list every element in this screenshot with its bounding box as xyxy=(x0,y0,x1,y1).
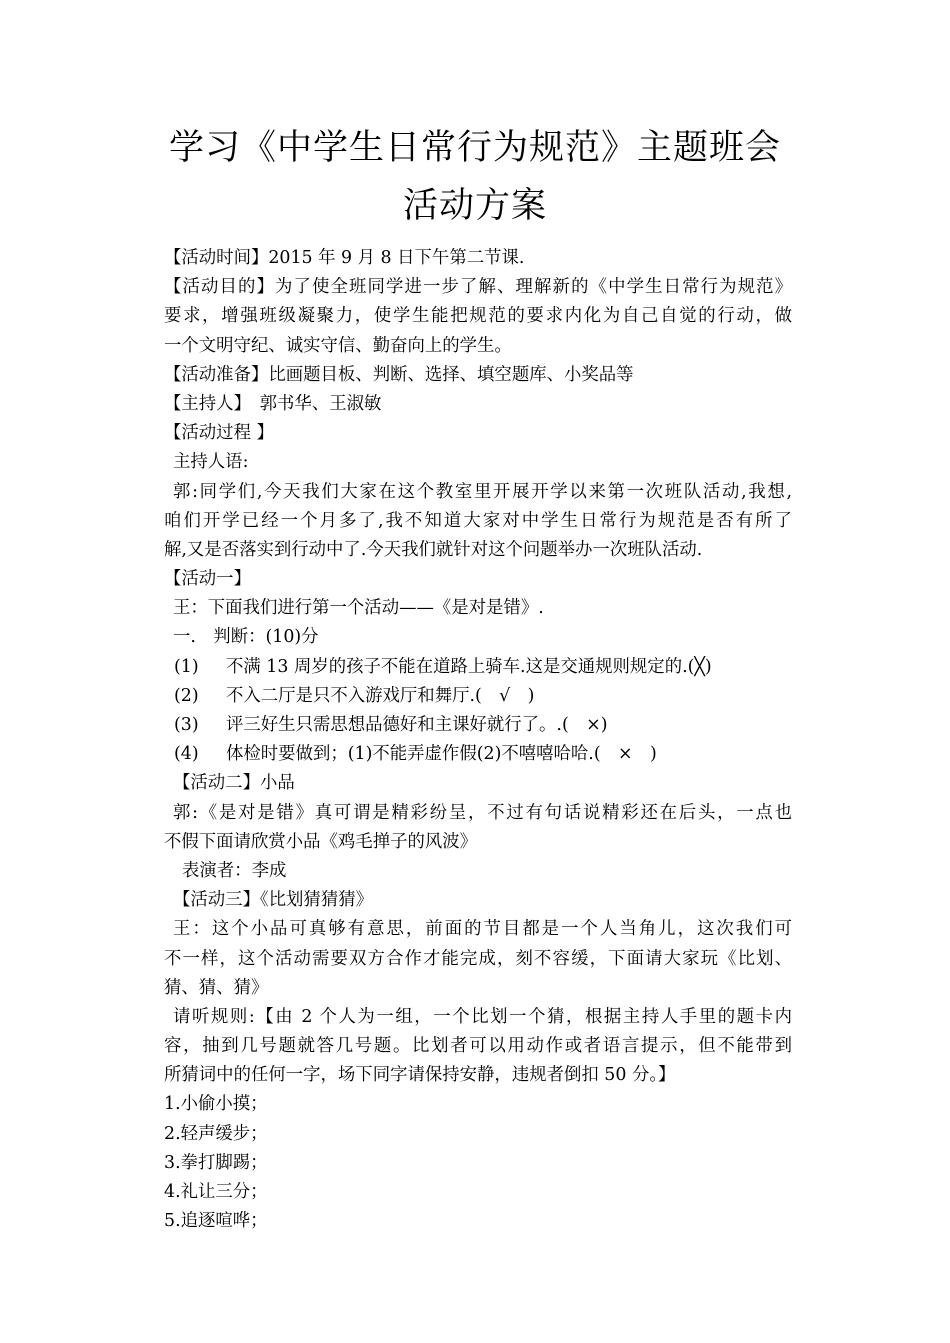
activity-three-heading: 【活动三】《比划猜猜猜》 xyxy=(173,890,373,911)
guo-speech-line: 郭:《是对是错》真可谓是精彩纷呈，不过有句话说精彩还在后头，一点也 xyxy=(173,802,792,823)
guess-word-item: 1.小偷小摸； xyxy=(164,1094,268,1115)
activity-purpose-line: 一个文明守纪、诚实守信、勤奋向上的学生。 xyxy=(164,335,512,356)
guess-word-item: 4.礼让三分； xyxy=(164,1182,268,1202)
host-words-label: 主持人语: xyxy=(173,452,249,473)
activity-preparation: 【活动准备】比画题目板、判断、选择、填空题库、小奖品等 xyxy=(164,364,634,385)
guo-speech-line: 不假下面请欣赏小品《鸡毛掸子的风波》 xyxy=(164,831,478,852)
judge-item xyxy=(164,653,792,682)
document-title: 学习《中学生日常行为规范》主题班会 xyxy=(168,128,781,168)
judge-section-heading: 一. 判断：(10)分 xyxy=(173,627,319,648)
document-body xyxy=(164,244,792,1236)
activity-purpose-line: 要求，增强班级凝聚力，使学生能把规范的要求内化为自己自觉的行动，做 xyxy=(164,306,792,327)
judge-item-number: (4) xyxy=(174,744,199,765)
activity-process-heading: 【活动过程 】 xyxy=(164,423,274,444)
guo-speech-line: 郭:同学们,今天我们大家在这个教室里开展开学以来第一次班队活动,我想, xyxy=(173,481,792,502)
activity-time: 【活动时间】2015 年 9 月 8 日下午第二节课. xyxy=(164,248,525,268)
guess-word-item: 3.拳打脚踢； xyxy=(164,1152,268,1173)
wang-speech-line: 王：下面我们进行第一个活动——《是对是错》. xyxy=(173,598,544,619)
wang-speech-line: 不一样，这个活动需要双方合作才能完成，刻不容缓，下面请大家玩《比划、 xyxy=(164,948,792,969)
judge-item xyxy=(164,740,792,769)
judge-item-number: (3) xyxy=(174,715,199,735)
judge-item-text: 不满 13 周岁的孩子不能在道路上骑车.这是交通规则规定的.(╳) xyxy=(226,656,712,677)
rules-line: 容，抽到几号题就答几号题。比划者可以用动作或者语言提示，但不能带到 xyxy=(164,1036,792,1057)
document-subtitle: 活动方案 xyxy=(402,186,547,226)
rules-line: 请听规则:【由 2 个人为一组，一个比划一个猜，根据主持人手里的题卡内 xyxy=(173,1006,792,1027)
judge-item-text: 不入二厅是只不入游戏厅和舞厅.( √ ) xyxy=(226,685,535,706)
guess-word-item: 2.轻声缓步； xyxy=(164,1123,268,1144)
judge-item-number: (1) xyxy=(174,656,199,677)
judge-item-number: (2) xyxy=(174,685,199,706)
judge-item-text: 评三好生只需思想品德好和主课好就行了。.( ×) xyxy=(226,715,608,735)
judge-item xyxy=(164,711,792,740)
activity-one-heading: 【活动一】 xyxy=(164,569,251,590)
guo-speech-line: 咱们开学已经一个月多了,我不知道大家对中学生日常行为规范是否有所了 xyxy=(164,510,792,531)
activity-hosts: 【主持人】 郭书华、王淑敏 xyxy=(164,393,382,414)
rules-line: 所猜词中的任何一字，场下同字请保持安静，违规者倒扣 50 分。】 xyxy=(164,1065,676,1086)
wang-speech-line: 猜、猜、猜》 xyxy=(164,977,269,998)
judge-item-text: 体检时要做到；(1)不能弄虚作假(2)不嘻嘻哈哈.( × ) xyxy=(226,744,657,765)
activity-purpose-line: 【活动目的】为了使全班同学进一步了解、理解新的《中学生日常行为规范》 xyxy=(164,277,792,298)
wang-speech-line: 王：这个小品可真够有意思，前面的节目都是一个人当角儿，这次我们可 xyxy=(173,919,792,940)
activity-two-heading: 【活动二】小品 xyxy=(173,773,295,794)
guo-speech-line: 解,又是否落实到行动中了.今天我们就针对这个问题举办一次班队活动. xyxy=(164,539,703,560)
performer-line: 表演者：李成 xyxy=(182,860,287,881)
guess-word-item: 5.追逐喧哗； xyxy=(164,1211,268,1232)
judge-item xyxy=(164,682,792,711)
